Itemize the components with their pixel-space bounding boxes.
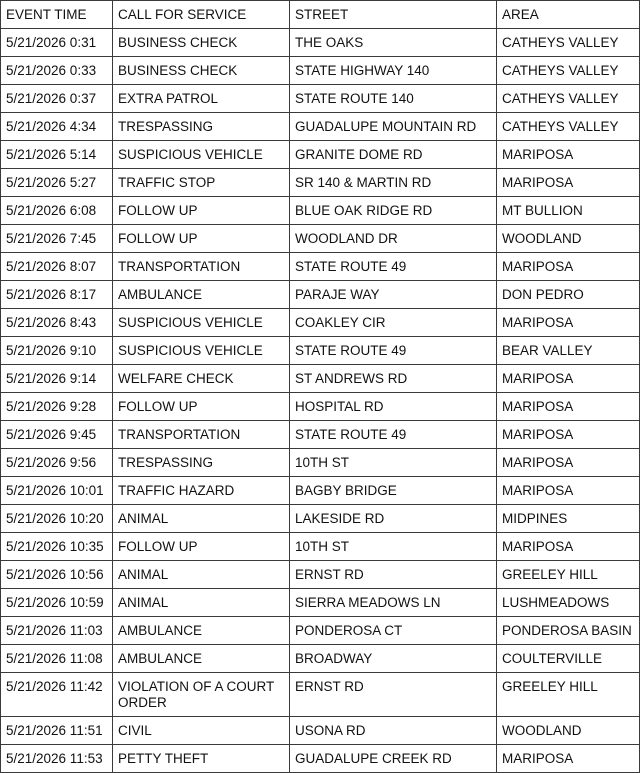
area-cell: MARIPOSA <box>497 253 640 281</box>
event-time-cell: 5/21/2026 11:42 <box>1 673 113 717</box>
street-cell: STATE ROUTE 49 <box>290 421 497 449</box>
event-time-cell: 5/21/2026 10:01 <box>1 477 113 505</box>
header-area: AREA <box>497 1 640 29</box>
table-row <box>1 365 640 393</box>
call-for-service-cell: BUSINESS CHECK <box>113 57 290 85</box>
call-for-service-cell: WELFARE CHECK <box>113 365 290 393</box>
event-time-cell: 5/21/2026 7:45 <box>1 225 113 253</box>
header-event-time: EVENT TIME <box>1 1 113 29</box>
event-time-cell: 5/21/2026 10:56 <box>1 561 113 589</box>
table-row <box>1 477 640 505</box>
event-time-cell: 5/21/2026 5:27 <box>1 169 113 197</box>
call-for-service-cell: FOLLOW UP <box>113 533 290 561</box>
call-for-service-cell: TRANSPORTATION <box>113 421 290 449</box>
call-for-service-cell: PETTY THEFT <box>113 745 290 773</box>
area-cell: LUSHMEADOWS <box>497 589 640 617</box>
event-time-cell: 5/21/2026 10:20 <box>1 505 113 533</box>
table-row <box>1 393 640 421</box>
table-row <box>1 421 640 449</box>
area-cell: MARIPOSA <box>497 421 640 449</box>
table-row <box>1 617 640 645</box>
area-cell: DON PEDRO <box>497 281 640 309</box>
event-time-cell: 5/21/2026 8:07 <box>1 253 113 281</box>
street-cell: ST ANDREWS RD <box>290 365 497 393</box>
table-row <box>1 225 640 253</box>
area-cell: PONDEROSA BASIN <box>497 617 640 645</box>
call-for-service-cell: ANIMAL <box>113 561 290 589</box>
area-cell: MARIPOSA <box>497 477 640 505</box>
street-cell: STATE ROUTE 140 <box>290 85 497 113</box>
street-cell: GUADALUPE MOUNTAIN RD <box>290 113 497 141</box>
call-for-service-cell: TRANSPORTATION <box>113 253 290 281</box>
call-for-service-cell: SUSPICIOUS VEHICLE <box>113 309 290 337</box>
event-time-cell: 5/21/2026 8:17 <box>1 281 113 309</box>
call-for-service-cell: TRAFFIC HAZARD <box>113 477 290 505</box>
street-cell: GUADALUPE CREEK RD <box>290 745 497 773</box>
event-time-cell: 5/21/2026 9:28 <box>1 393 113 421</box>
area-cell: MARIPOSA <box>497 533 640 561</box>
table-header <box>1 1 640 29</box>
table-row <box>1 673 640 717</box>
table-row <box>1 745 640 773</box>
area-cell: MARIPOSA <box>497 309 640 337</box>
table-row <box>1 717 640 745</box>
street-cell: BLUE OAK RIDGE RD <box>290 197 497 225</box>
call-for-service-cell: AMBULANCE <box>113 645 290 673</box>
call-for-service-cell: BUSINESS CHECK <box>113 29 290 57</box>
event-time-cell: 5/21/2026 6:08 <box>1 197 113 225</box>
street-cell: 10TH ST <box>290 449 497 477</box>
table-row <box>1 29 640 57</box>
event-time-cell: 5/21/2026 0:37 <box>1 85 113 113</box>
street-cell: ERNST RD <box>290 673 497 717</box>
area-cell: GREELEY HILL <box>497 673 640 717</box>
event-time-cell: 5/21/2026 11:03 <box>1 617 113 645</box>
event-time-cell: 5/21/2026 8:43 <box>1 309 113 337</box>
event-time-cell: 5/21/2026 0:33 <box>1 57 113 85</box>
street-cell: STATE HIGHWAY 140 <box>290 57 497 85</box>
area-cell: COULTERVILLE <box>497 645 640 673</box>
area-cell: MARIPOSA <box>497 449 640 477</box>
table-row <box>1 281 640 309</box>
area-cell: MARIPOSA <box>497 393 640 421</box>
event-time-cell: 5/21/2026 0:31 <box>1 29 113 57</box>
area-cell: CATHEYS VALLEY <box>497 113 640 141</box>
street-cell: STATE ROUTE 49 <box>290 337 497 365</box>
street-cell: SIERRA MEADOWS LN <box>290 589 497 617</box>
header-row <box>1 1 640 29</box>
area-cell: MARIPOSA <box>497 141 640 169</box>
call-for-service-cell: VIOLATION OF A COURT ORDER <box>113 673 290 717</box>
table-row <box>1 449 640 477</box>
street-cell: PARAJE WAY <box>290 281 497 309</box>
table-row <box>1 85 640 113</box>
call-for-service-cell: AMBULANCE <box>113 617 290 645</box>
street-cell: THE OAKS <box>290 29 497 57</box>
call-for-service-cell: SUSPICIOUS VEHICLE <box>113 337 290 365</box>
header-call-for-service: CALL FOR SERVICE <box>113 1 290 29</box>
area-cell: MT BULLION <box>497 197 640 225</box>
header-street: STREET <box>290 1 497 29</box>
table-row <box>1 337 640 365</box>
call-for-service-cell: TRESPASSING <box>113 113 290 141</box>
call-for-service-cell: AMBULANCE <box>113 281 290 309</box>
event-time-cell: 5/21/2026 5:14 <box>1 141 113 169</box>
table-row <box>1 561 640 589</box>
event-time-cell: 5/21/2026 4:34 <box>1 113 113 141</box>
street-cell: WOODLAND DR <box>290 225 497 253</box>
table-row <box>1 197 640 225</box>
call-for-service-cell: CIVIL <box>113 717 290 745</box>
table-row <box>1 533 640 561</box>
street-cell: GRANITE DOME RD <box>290 141 497 169</box>
area-cell: WOODLAND <box>497 225 640 253</box>
event-time-cell: 5/21/2026 9:45 <box>1 421 113 449</box>
call-for-service-cell: ANIMAL <box>113 589 290 617</box>
table-row <box>1 589 640 617</box>
call-for-service-cell: ANIMAL <box>113 505 290 533</box>
street-cell: 10TH ST <box>290 533 497 561</box>
call-for-service-cell: SUSPICIOUS VEHICLE <box>113 141 290 169</box>
area-cell: MIDPINES <box>497 505 640 533</box>
call-for-service-cell: FOLLOW UP <box>113 197 290 225</box>
table-row <box>1 309 640 337</box>
table-body <box>1 29 640 773</box>
table-row <box>1 169 640 197</box>
street-cell: PONDEROSA CT <box>290 617 497 645</box>
event-time-cell: 5/21/2026 10:35 <box>1 533 113 561</box>
call-for-service-cell: TRAFFIC STOP <box>113 169 290 197</box>
call-for-service-cell: FOLLOW UP <box>113 393 290 421</box>
area-cell: GREELEY HILL <box>497 561 640 589</box>
street-cell: BROADWAY <box>290 645 497 673</box>
area-cell: MARIPOSA <box>497 169 640 197</box>
area-cell: MARIPOSA <box>497 745 640 773</box>
call-for-service-cell: EXTRA PATROL <box>113 85 290 113</box>
call-for-service-cell: TRESPASSING <box>113 449 290 477</box>
event-time-cell: 5/21/2026 11:53 <box>1 745 113 773</box>
event-time-cell: 5/21/2026 11:51 <box>1 717 113 745</box>
event-time-cell: 5/21/2026 11:08 <box>1 645 113 673</box>
street-cell: BAGBY BRIDGE <box>290 477 497 505</box>
area-cell: MARIPOSA <box>497 365 640 393</box>
call-for-service-cell: FOLLOW UP <box>113 225 290 253</box>
area-cell: CATHEYS VALLEY <box>497 57 640 85</box>
table-row <box>1 253 640 281</box>
event-time-cell: 5/21/2026 9:56 <box>1 449 113 477</box>
event-time-cell: 5/21/2026 9:14 <box>1 365 113 393</box>
street-cell: ERNST RD <box>290 561 497 589</box>
area-cell: CATHEYS VALLEY <box>497 85 640 113</box>
table-row <box>1 57 640 85</box>
event-time-cell: 5/21/2026 10:59 <box>1 589 113 617</box>
street-cell: SR 140 & MARTIN RD <box>290 169 497 197</box>
street-cell: LAKESIDE RD <box>290 505 497 533</box>
area-cell: BEAR VALLEY <box>497 337 640 365</box>
table-row <box>1 113 640 141</box>
street-cell: USONA RD <box>290 717 497 745</box>
area-cell: CATHEYS VALLEY <box>497 29 640 57</box>
street-cell: STATE ROUTE 49 <box>290 253 497 281</box>
street-cell: COAKLEY CIR <box>290 309 497 337</box>
street-cell: HOSPITAL RD <box>290 393 497 421</box>
table-row <box>1 505 640 533</box>
area-cell: WOODLAND <box>497 717 640 745</box>
table-row <box>1 645 640 673</box>
table-row <box>1 141 640 169</box>
event-time-cell: 5/21/2026 9:10 <box>1 337 113 365</box>
